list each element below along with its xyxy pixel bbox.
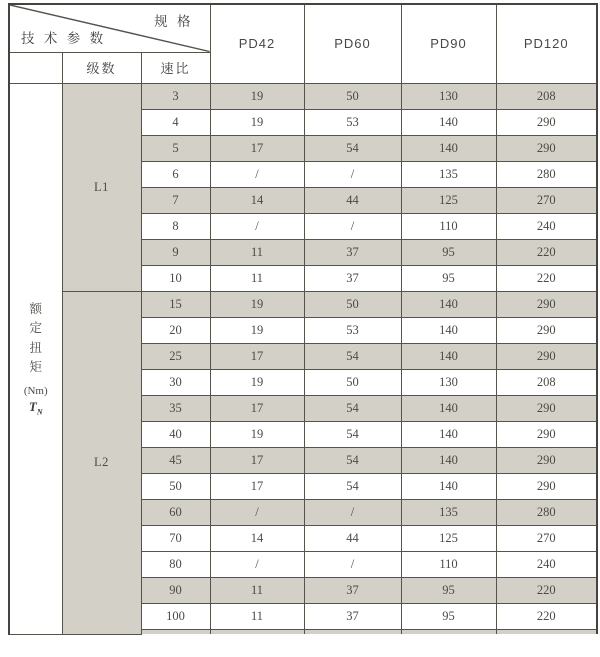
model-header-pd42: PD42 bbox=[210, 4, 304, 83]
value-cell: 130 bbox=[401, 369, 496, 395]
value-cell: 50 bbox=[304, 83, 401, 109]
ratio-cell: 7 bbox=[141, 187, 210, 213]
ratio-header-cell: 速比 bbox=[141, 52, 210, 83]
value-cell: / bbox=[210, 161, 304, 187]
value-cell: 208 bbox=[496, 83, 597, 109]
value-cell: 95 bbox=[401, 577, 496, 603]
value-cell: 54 bbox=[304, 395, 401, 421]
value-cell: / bbox=[304, 213, 401, 239]
value-cell: 270 bbox=[496, 187, 597, 213]
value-cell: 140 bbox=[401, 421, 496, 447]
value-cell: 11 bbox=[210, 265, 304, 291]
torque-label-cell bbox=[9, 83, 62, 634]
value-cell: 140 bbox=[401, 135, 496, 161]
stage-cell-l1: L1 bbox=[62, 83, 141, 291]
value-cell: 19 bbox=[210, 291, 304, 317]
value-cell: 17 bbox=[210, 473, 304, 499]
value-cell: 140 bbox=[401, 317, 496, 343]
value-cell: 110 bbox=[401, 213, 496, 239]
value-cell: 19 bbox=[210, 317, 304, 343]
value-cell: 140 bbox=[401, 473, 496, 499]
value-cell: 95 bbox=[401, 603, 496, 629]
value-cell: 17 bbox=[210, 447, 304, 473]
model-header-pd60: PD60 bbox=[304, 4, 401, 83]
value-cell: / bbox=[304, 499, 401, 525]
value-cell: 54 bbox=[304, 473, 401, 499]
table-body bbox=[9, 83, 597, 634]
value-cell: 290 bbox=[496, 109, 597, 135]
value-cell: 270 bbox=[496, 525, 597, 551]
value-cell: 95 bbox=[401, 239, 496, 265]
value-cell: 240 bbox=[496, 213, 597, 239]
torque-symbol-subscript: N bbox=[36, 408, 43, 418]
value-cell: 37 bbox=[304, 603, 401, 629]
value-cell: 220 bbox=[496, 577, 597, 603]
table-row bbox=[9, 83, 597, 109]
value-cell: 290 bbox=[496, 447, 597, 473]
value-cell: / bbox=[304, 551, 401, 577]
value-cell: 11 bbox=[210, 577, 304, 603]
ratio-cell: 90 bbox=[141, 577, 210, 603]
tech-params-label: 技 术 参 数 bbox=[21, 30, 107, 46]
torque-label bbox=[10, 300, 62, 417]
value-cell: 54 bbox=[304, 135, 401, 161]
ratio-cell: 9 bbox=[141, 239, 210, 265]
partial-row-cell bbox=[304, 629, 401, 634]
header-row-1 bbox=[9, 4, 597, 52]
value-cell: 280 bbox=[496, 499, 597, 525]
value-cell: 17 bbox=[210, 135, 304, 161]
value-cell: 220 bbox=[496, 265, 597, 291]
ratio-cell: 30 bbox=[141, 369, 210, 395]
ratio-cell: 25 bbox=[141, 343, 210, 369]
value-cell: 130 bbox=[401, 83, 496, 109]
value-cell: 50 bbox=[304, 291, 401, 317]
value-cell: 290 bbox=[496, 291, 597, 317]
value-cell: 37 bbox=[304, 577, 401, 603]
value-cell: 44 bbox=[304, 525, 401, 551]
value-cell: 11 bbox=[210, 239, 304, 265]
value-cell: 17 bbox=[210, 343, 304, 369]
ratio-cell: 40 bbox=[141, 421, 210, 447]
ratio-cell: 100 bbox=[141, 603, 210, 629]
ratio-cell: 60 bbox=[141, 499, 210, 525]
diagonal-header-cell bbox=[9, 4, 210, 52]
torque-label-chinese: 额定扭矩 bbox=[29, 301, 42, 375]
value-cell: 19 bbox=[210, 369, 304, 395]
value-cell: 125 bbox=[401, 187, 496, 213]
ratio-cell: 4 bbox=[141, 109, 210, 135]
value-cell: 95 bbox=[401, 265, 496, 291]
torque-unit-label: (Nm) bbox=[23, 385, 48, 398]
ratio-cell: 5 bbox=[141, 135, 210, 161]
ratio-cell: 70 bbox=[141, 525, 210, 551]
value-cell: 37 bbox=[304, 265, 401, 291]
spec-table bbox=[8, 3, 598, 635]
value-cell: 290 bbox=[496, 421, 597, 447]
value-cell: 140 bbox=[401, 109, 496, 135]
value-cell: 140 bbox=[401, 343, 496, 369]
value-cell: 240 bbox=[496, 551, 597, 577]
value-cell: 17 bbox=[210, 395, 304, 421]
value-cell: 140 bbox=[401, 395, 496, 421]
ratio-cell: 6 bbox=[141, 161, 210, 187]
value-cell: 208 bbox=[496, 369, 597, 395]
value-cell: / bbox=[304, 161, 401, 187]
ratio-cell: 50 bbox=[141, 473, 210, 499]
value-cell: 54 bbox=[304, 343, 401, 369]
empty-header-cell bbox=[9, 52, 62, 83]
ratio-cell: 80 bbox=[141, 551, 210, 577]
ratio-cell: 3 bbox=[141, 83, 210, 109]
value-cell: 290 bbox=[496, 343, 597, 369]
stage-header-cell: 级数 bbox=[62, 52, 141, 83]
ratio-cell: 15 bbox=[141, 291, 210, 317]
value-cell: 37 bbox=[304, 239, 401, 265]
value-cell: 290 bbox=[496, 135, 597, 161]
value-cell: 54 bbox=[304, 447, 401, 473]
value-cell: 19 bbox=[210, 421, 304, 447]
ratio-cell: 10 bbox=[141, 265, 210, 291]
value-cell: 19 bbox=[210, 109, 304, 135]
torque-symbol bbox=[29, 399, 43, 417]
ratio-cell: 35 bbox=[141, 395, 210, 421]
value-cell: 14 bbox=[210, 525, 304, 551]
value-cell: 19 bbox=[210, 83, 304, 109]
value-cell: / bbox=[210, 213, 304, 239]
value-cell: 290 bbox=[496, 395, 597, 421]
value-cell: 53 bbox=[304, 317, 401, 343]
value-cell: 11 bbox=[210, 603, 304, 629]
value-cell: 54 bbox=[304, 421, 401, 447]
partial-row-cell bbox=[401, 629, 496, 634]
value-cell: 110 bbox=[401, 551, 496, 577]
partial-row-cell bbox=[141, 629, 210, 634]
table-row bbox=[9, 291, 597, 317]
value-cell: 220 bbox=[496, 603, 597, 629]
value-cell: 290 bbox=[496, 473, 597, 499]
stage-cell-l2: L2 bbox=[62, 291, 141, 634]
value-cell: / bbox=[210, 499, 304, 525]
model-header-pd120: PD120 bbox=[496, 4, 597, 83]
partial-row-cell bbox=[496, 629, 597, 634]
value-cell: 53 bbox=[304, 109, 401, 135]
partial-row-cell bbox=[210, 629, 304, 634]
spec-label: 规 格 bbox=[154, 14, 194, 29]
torque-symbol-letter: T bbox=[28, 399, 37, 415]
value-cell: 14 bbox=[210, 187, 304, 213]
value-cell: 135 bbox=[401, 161, 496, 187]
value-cell: 140 bbox=[401, 447, 496, 473]
value-cell: 44 bbox=[304, 187, 401, 213]
value-cell: 135 bbox=[401, 499, 496, 525]
model-header-pd90: PD90 bbox=[401, 4, 496, 83]
value-cell: 290 bbox=[496, 317, 597, 343]
ratio-cell: 20 bbox=[141, 317, 210, 343]
ratio-cell: 8 bbox=[141, 213, 210, 239]
ratio-cell: 45 bbox=[141, 447, 210, 473]
value-cell: 50 bbox=[304, 369, 401, 395]
value-cell: 140 bbox=[401, 291, 496, 317]
value-cell: 125 bbox=[401, 525, 496, 551]
value-cell: 220 bbox=[496, 239, 597, 265]
value-cell: 280 bbox=[496, 161, 597, 187]
value-cell: / bbox=[210, 551, 304, 577]
